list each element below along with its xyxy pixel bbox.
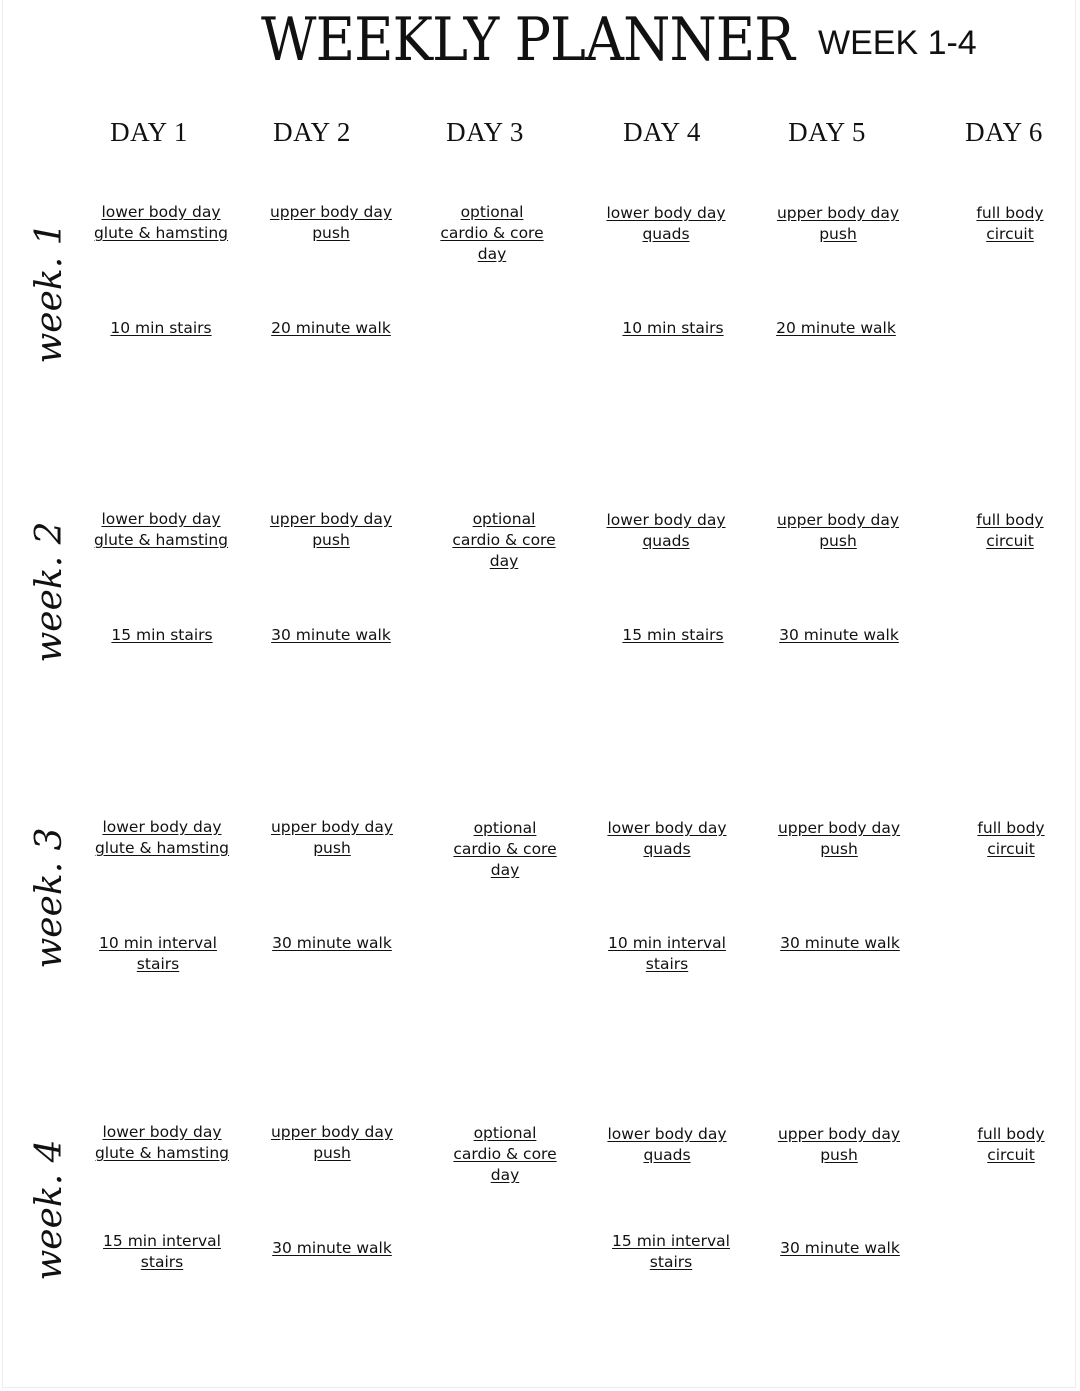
day-header-6: DAY 6 bbox=[965, 117, 1043, 147]
cardio-cell: 10 min interval stairs bbox=[608, 934, 726, 973]
cardio-cell: 15 min stairs bbox=[622, 626, 724, 644]
week-label-2: week. 2 bbox=[29, 521, 70, 663]
cardio-cell: 30 minute walk bbox=[271, 626, 391, 644]
week-label-1: week. 1 bbox=[29, 222, 70, 364]
day-header-1: DAY 1 bbox=[110, 117, 188, 147]
workout-cell: full body circuit bbox=[976, 511, 1044, 550]
cardio-cell: 30 minute walk bbox=[780, 934, 900, 952]
workout-cell: optional cardio & core day bbox=[452, 510, 556, 570]
day-header-2: DAY 2 bbox=[273, 117, 351, 147]
workout-cell: full body circuit bbox=[977, 1125, 1045, 1164]
cardio-cell: 10 min stairs bbox=[622, 319, 724, 337]
workout-cell: upper body day push bbox=[776, 204, 900, 243]
workout-cell: full body circuit bbox=[977, 819, 1045, 858]
cardio-cell: 30 minute walk bbox=[780, 1239, 900, 1257]
workout-cell: upper body day push bbox=[270, 1123, 394, 1162]
cardio-cell: 20 minute walk bbox=[776, 319, 896, 337]
workout-cell: upper body day push bbox=[269, 510, 393, 549]
workout-cell: lower body day quads bbox=[606, 511, 726, 550]
workout-cell: lower body day glute & hamsting bbox=[94, 818, 230, 857]
cardio-cell: 10 min stairs bbox=[110, 319, 212, 337]
cardio-cell: 15 min interval stairs bbox=[612, 1232, 730, 1271]
page-title: WEEKLY PLANNER bbox=[261, 5, 795, 75]
week-label-4: week. 4 bbox=[29, 1139, 70, 1281]
cardio-cell: 15 min stairs bbox=[111, 626, 213, 644]
day-header-4: DAY 4 bbox=[623, 117, 701, 147]
workout-cell: optional cardio & core day bbox=[440, 203, 544, 263]
week-label-3: week. 3 bbox=[29, 827, 70, 969]
workout-cell: lower body day glute & hamsting bbox=[94, 1123, 230, 1162]
workout-cell: lower body day quads bbox=[607, 819, 727, 858]
workout-cell: lower body day quads bbox=[606, 204, 726, 243]
workout-cell: upper body day push bbox=[776, 511, 900, 550]
workout-cell: upper body day push bbox=[269, 203, 393, 242]
workout-cell: lower body day glute & hamsting bbox=[93, 203, 229, 242]
cardio-cell: 15 min interval stairs bbox=[103, 1232, 221, 1271]
workout-cell: optional cardio & core day bbox=[453, 819, 557, 879]
cardio-cell: 30 minute walk bbox=[272, 934, 392, 952]
workout-cell: upper body day push bbox=[270, 818, 394, 857]
planner-page bbox=[3, 0, 1075, 1387]
workout-cell: lower body day quads bbox=[607, 1125, 727, 1164]
workout-cell: full body circuit bbox=[976, 204, 1044, 243]
cardio-cell: 30 minute walk bbox=[272, 1239, 392, 1257]
workout-cell: lower body day glute & hamsting bbox=[93, 510, 229, 549]
day-header-3: DAY 3 bbox=[446, 117, 524, 147]
cardio-cell: 20 minute walk bbox=[271, 319, 391, 337]
workout-cell: upper body day push bbox=[777, 819, 901, 858]
workout-cell: optional cardio & core day bbox=[453, 1124, 557, 1184]
cardio-cell: 10 min interval stairs bbox=[99, 934, 217, 973]
workout-cell: upper body day push bbox=[777, 1125, 901, 1164]
cardio-cell: 30 minute walk bbox=[779, 626, 899, 644]
page-subtitle: WEEK 1-4 bbox=[818, 24, 977, 62]
day-header-5: DAY 5 bbox=[788, 117, 866, 147]
